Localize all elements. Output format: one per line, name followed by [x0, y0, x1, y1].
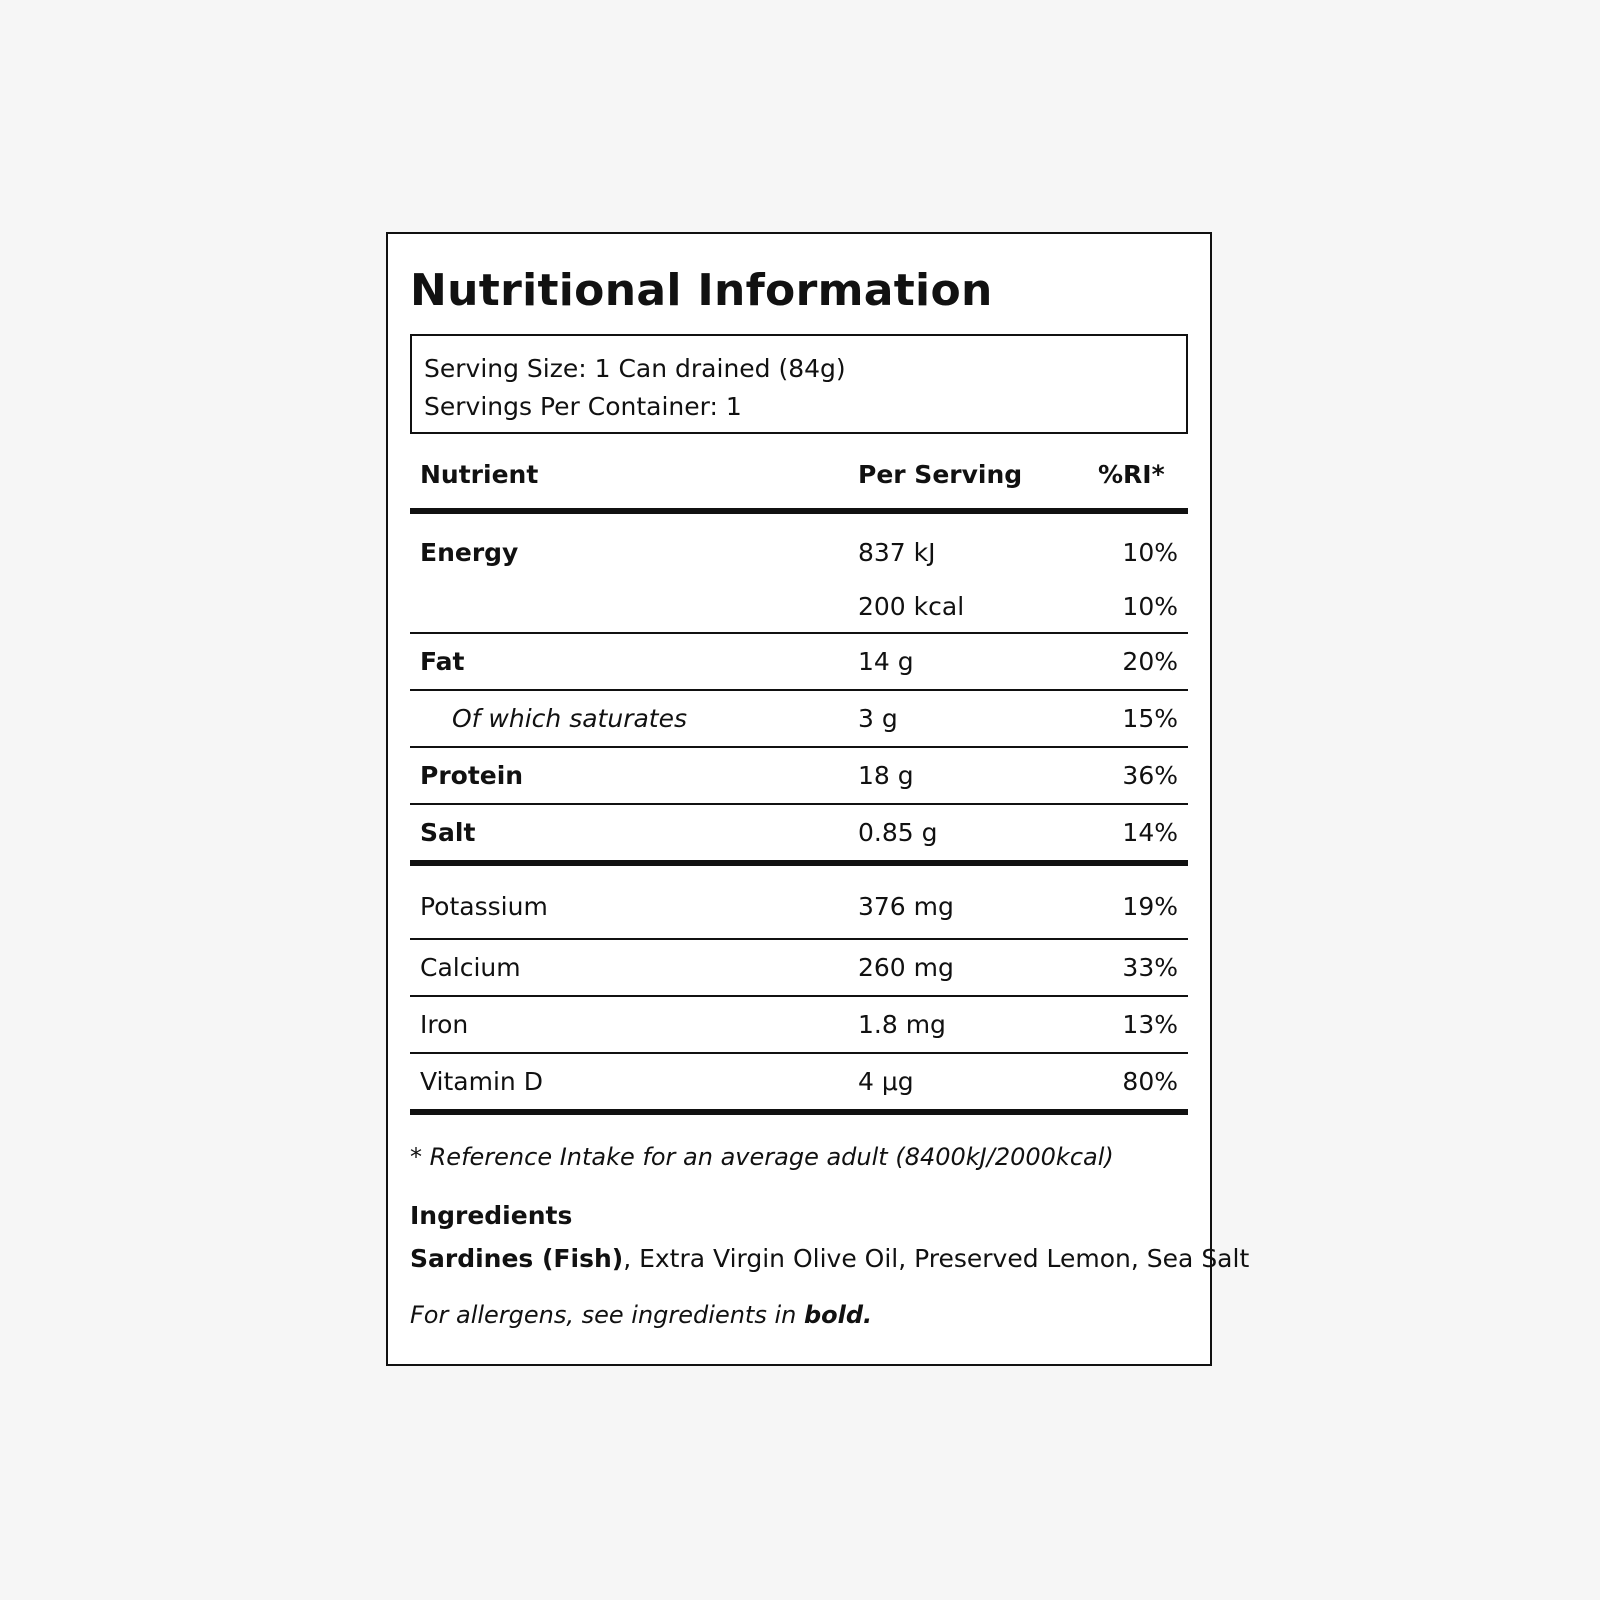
nutrient-value: 18 g: [848, 747, 1088, 804]
nutrient-ri: 19%: [1088, 863, 1188, 939]
nutrient-name: Fat: [410, 633, 848, 690]
serving-size: Serving Size: 1 Can drained (84g): [424, 354, 846, 383]
nutrient-name: Energy: [420, 537, 519, 567]
table-row-vitamin-d: [410, 1053, 1188, 1112]
nutrient-name: Protein: [410, 747, 848, 804]
allergen-note: [410, 1301, 1188, 1329]
nutrient-name: Calcium: [410, 939, 848, 996]
nutrient-value: 0.85 g: [848, 804, 1088, 863]
nutrient-value: 4 μg: [848, 1053, 1088, 1112]
nutrient-ri: 36%: [1088, 747, 1188, 804]
other-ingredients: , Extra Virgin Olive Oil, Preserved Lemon, Sea Salt: [623, 1244, 1250, 1273]
nutrient-name: Salt: [410, 804, 848, 863]
reference-intake-footnote: * Reference Intake for an average adult (8400kJ/2000kcal): [410, 1143, 1114, 1171]
serving-info-box: [410, 334, 1188, 434]
table-row-calcium: [410, 939, 1188, 996]
allergen-ingredient: Sardines (Fish): [410, 1244, 624, 1273]
nutrient-value: 1.8 mg: [848, 996, 1088, 1053]
header-ri: %RI*: [1088, 456, 1188, 511]
header-per-serving: Per Serving: [848, 456, 1088, 511]
nutrition-table: [410, 456, 1188, 1115]
nutrient-value: 376 mg: [848, 863, 1088, 939]
nutrient-ri: 20%: [1088, 633, 1188, 690]
nutrient-value: 837 kJ: [858, 537, 936, 567]
table-row-fat: [410, 633, 1188, 690]
nutrient-value: 200 kcal: [848, 580, 1088, 633]
table-row-potassium: [410, 863, 1188, 939]
nutrient-name: Potassium: [410, 863, 848, 939]
table-header-row: [410, 456, 1188, 511]
nutrient-name: [410, 580, 848, 633]
servings-per-container: Servings Per Container: 1: [424, 392, 742, 421]
nutrient-name: Iron: [410, 996, 848, 1053]
nutrient-ri: 13%: [1088, 996, 1188, 1053]
ingredients-list: [410, 1244, 1250, 1273]
header-nutrient: Nutrient: [410, 456, 848, 511]
nutrient-ri: 15%: [1088, 690, 1188, 747]
nutrient-ri: 10%: [1088, 580, 1188, 633]
table-row-salt: [410, 804, 1188, 863]
table-row-iron: [410, 996, 1188, 1053]
table-row-energy-kj: [410, 511, 1188, 580]
nutrient-value: 3 g: [848, 690, 1088, 747]
allergen-note-text: For allergens, see ingredients in: [410, 1301, 804, 1329]
table-row-protein: [410, 747, 1188, 804]
table-row-energy-kcal: [410, 580, 1188, 633]
ingredients-heading: Ingredients: [410, 1201, 573, 1230]
nutrient-value: 14 g: [848, 633, 1088, 690]
nutrient-ri: 33%: [1088, 939, 1188, 996]
nutrient-name: Of which saturates: [410, 690, 848, 747]
page-title: Nutritional Information: [410, 265, 993, 316]
table-row-saturates: [410, 690, 1188, 747]
nutrient-ri: 80%: [1088, 1053, 1188, 1112]
nutrient-ri: 14%: [1088, 804, 1188, 863]
nutrient-ri: 10%: [1122, 537, 1178, 567]
nutrient-name: Vitamin D: [410, 1053, 848, 1112]
nutrient-value: 260 mg: [848, 939, 1088, 996]
allergen-note-emphasis: bold.: [803, 1301, 873, 1329]
nutrition-label: [386, 232, 1250, 1366]
